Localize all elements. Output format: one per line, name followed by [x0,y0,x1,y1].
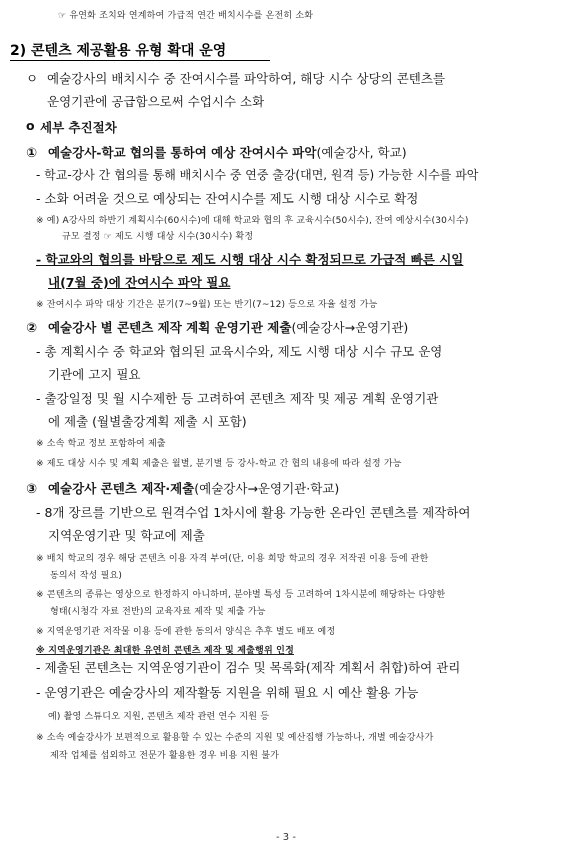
step2-title: 예술강사 별 콘텐츠 제작 계획 운영기관 제출 [47,320,292,335]
step1-item-3-line-2: 내(7월 중)에 잔여시수 파악 필요 [48,275,231,290]
step3-title-suffix: (예술강사→운영기관·학교) [194,481,340,496]
step3-note-2-line-1: ※ 콘텐츠의 종류는 영상으로 한정하지 아니하며, 분야별 특성 등 고려하여 1차시분에 해당하는 다양한 [36,590,446,600]
step2-item-1-line-2: 기관에 고지 필요 [48,367,141,382]
step1-note-1-line-2: 규모 결정 ☞ 제도 시행 대상 시수(30시수) 확정 [62,232,254,242]
step1-item-2: - 소화 어려울 것으로 예상되는 잔여시수를 제도 시행 대상 시수로 확정 [36,191,419,206]
step2-title-suffix: (예술강사→운영기관) [291,320,409,335]
section-number: 2) [10,43,27,59]
section-title: 콘텐츠 제공활용 유형 확대 운영 [31,43,227,59]
page-number: - 3 - [276,832,296,843]
step3-title: 예술강사 콘텐츠 제작·제출 [47,481,195,496]
step3-item-1-line-1: - 8개 장르를 기반으로 원격수업 1차시에 활용 가능한 온라인 콘텐츠를 제작하여 [36,505,471,520]
detail-bullet: o [26,118,35,133]
step1-title: 예술강사-학교 협의를 통하여 예상 잔여시수 파악 [47,145,317,160]
step3-note-5-line-1: ※ 소속 예술강사가 보편적으로 활용할 수 있는 수준의 지원 및 예산집행 가능하나, 개별 예술강사가 [36,733,434,743]
step1-item-1: - 학교-강사 간 협의를 통해 배치시수 중 연중 출강(대면, 원격 등) 가능한 시수를 파악 [36,168,479,182]
step3-note-1-line-2: 동의서 작성 필요) [50,571,123,581]
step2-item-1-line-1: - 총 계획시수 중 학교와 협의된 교육시수와, 제도 시행 대상 시수 규모 운영 [36,344,443,359]
step2-marker: ② [26,321,38,336]
step3-note-1-line-1: ※ 배치 학교의 경우 해당 콘텐츠 이용 자격 부여(단, 이용 희망 학교의 경우 저작권 이용 등에 관한 [36,554,429,564]
step1-marker: ① [26,146,38,161]
intro-line-2: 운영기관에 공급함으로써 수업시수 소화 [47,94,265,109]
intro-line-1: 예술강사의 배치시수 중 잔여시수를 파악하여, 해당 시수 상당의 콘텐츠를 [47,71,446,86]
step1-item-3-line-1: - 학교와의 협의를 바탕으로 제도 시행 대상 시수 확정되므로 가급적 빠른 시일 [36,252,464,267]
detail-title: 세부 추진절차 [40,120,117,135]
step3-item-1-line-2: 지역운영기관 및 학교에 제출 [48,528,205,543]
step2-item-2-line-2: 에 제출 (월별출강계획 제출 시 포함) [48,414,247,429]
step2-note-2: ※ 제도 대상 시수 및 계획 제출은 월별, 분기별 등 강사-학교 간 협의 내용에 따라 설정 가능 [36,459,402,469]
step3-note-3: ※ 지역운영기관 저작물 이용 등에 관한 동의서 양식은 추후 별도 배포 예정 [36,627,336,637]
step3-item-2: - 제출된 콘텐츠는 지역운영기관이 검수 및 목록화(제작 계획서 취합)하여 관리 [36,660,461,675]
step2-note-1: ※ 소속 학교 정보 포함하여 제출 [36,439,166,449]
step3-item-3: - 운영기관은 예술강사의 제작활동 지원을 위해 필요 시 예산 활용 가능 [36,685,419,700]
step2-heading [26,318,408,336]
top-note: ☞ 유연화 조치와 연계하여 가급적 연간 배치시수를 온전히 소화 [58,11,314,21]
section-heading [10,40,226,60]
step2-item-2-line-1: - 출강일정 및 월 시수제한 등 고려하여 콘텐츠 제작 및 제공 계획 운영기관 [36,391,439,406]
step3-note-4: ※ 지역운영기관은 최대한 유연히 콘텐츠 제작 및 제출행위 인정 [36,646,294,656]
step3-example: 예) 촬영 스튜디오 지원, 콘텐츠 제작 관련 연수 지원 등 [48,712,270,722]
step3-note-2-line-2: 형태(시청각 자료 전반)의 교육자료 제작 및 제출 가능 [50,607,266,617]
step1-heading [26,143,407,161]
intro-bullet: ㅇ [26,71,39,86]
step3-heading [26,479,339,497]
step3-note-5-line-2: 제작 업체를 섭외하고 전문가 활용한 경우 비용 지원 불가 [50,751,280,761]
step1-note-2: ※ 잔여시수 파악 대상 기간은 분기(7~9월) 또는 반기(7~12) 등으로 자율 설정 가능 [36,300,378,310]
step1-note-1-line-1: ※ 예) A강사의 하반기 계획시수(60시수)에 대해 학교와 협의 후 교육시수(50시수), 잔여 예상시수(30시수) [36,216,469,226]
section-divider [10,60,270,61]
step1-title-suffix: (예술강사, 학교) [316,145,407,160]
step3-marker: ③ [26,482,38,497]
